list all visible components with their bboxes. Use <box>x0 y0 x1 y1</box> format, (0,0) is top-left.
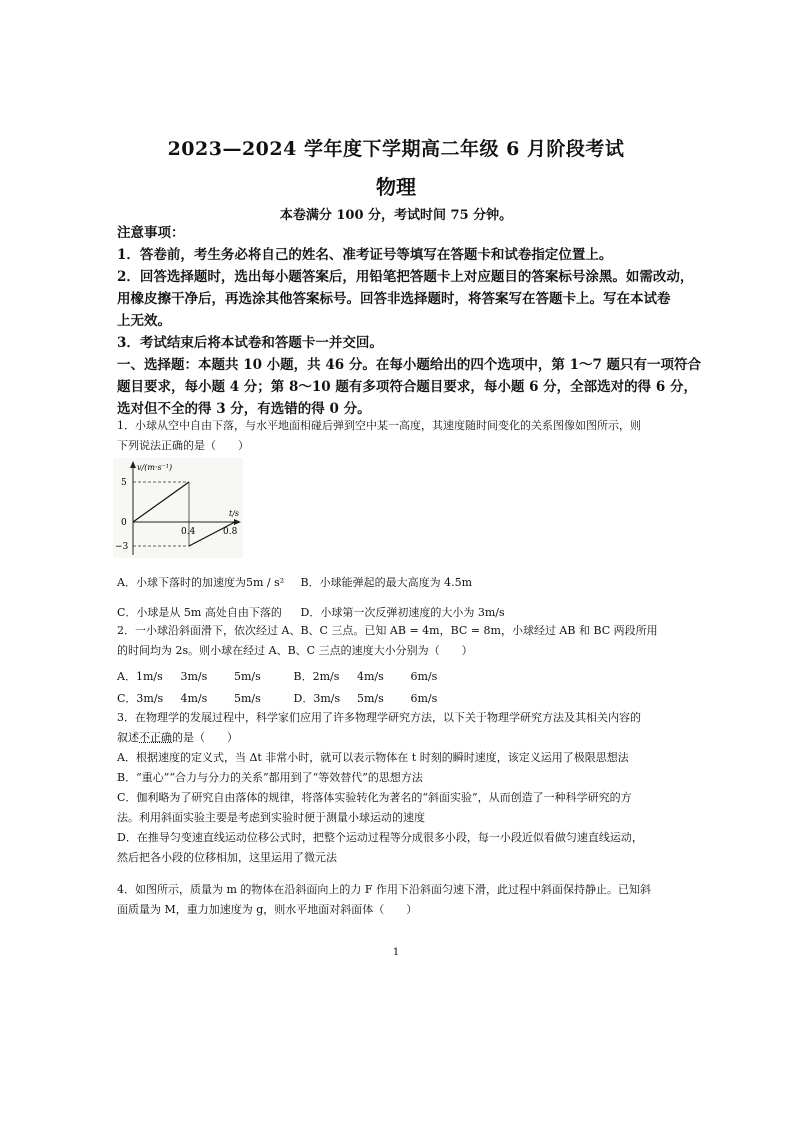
question-3-option-c-line-1: C．伽利略为了研究自由落体的规律，将落体实验转化为著名的“斜面实验”，从而创造了一种科学研究的方 <box>117 791 632 804</box>
question-4-line-1: 4．如图所示，质量为 m 的物体在沿斜面向上的力 F 作用下沿斜面匀速下滑，此过程中斜面保持静止。已知斜 <box>117 883 652 896</box>
q2-a-va: A．1m/s <box>117 670 163 683</box>
q2-a-vb: 3m/s <box>180 670 208 683</box>
tick-label-0-8: 0.8 <box>223 527 238 537</box>
question-1-option-d: D．小球第一次反弹初速度的大小为 3m/s <box>300 606 505 619</box>
question-2-line-1: 2．一小球沿斜面滑下，依次经过 A、B、C 三点。已知 AB = 4m，BC = 8m，小球经过 AB 和 BC 两段所用 <box>117 624 658 637</box>
notice-item-2-line-2: 用橡皮擦干净后，再选涂其他答案标号。回答非选择题时，将答案写在答题卡上。写在本试卷 <box>117 291 671 307</box>
question-3-option-d-line-1: D．在推导匀变速直线运动位移公式时，把整个运动过程等分成很多小段，每一小段近似看做匀速直线运动， <box>117 831 643 844</box>
notice-item-2-line-1: 2．回答选择题时，选出每小题答案后，用铅笔把答题卡上对应题目的答案标号涂黑。如需改动， <box>117 269 694 285</box>
question-3-option-a: A．根据速度的定义式，当 Δt 非常小时，就可以表示物体在 t 时刻的瞬时速度，该定义运用了极限思想法 <box>117 751 629 764</box>
q2-c-vc: 5m/s <box>234 692 261 705</box>
graph-y-label: v/(m·s⁻¹) <box>137 463 173 472</box>
question-3-line-1: 3．在物理学的发展过程中，科学家们应用了许多物理学研究方法，以下关于物理学研究方法及其相关内容的 <box>117 711 641 724</box>
question-3 <box>117 708 677 868</box>
question-1-options-row-1 <box>117 574 472 590</box>
question-2-options-row-2 <box>117 690 437 706</box>
q2-d-vc: 6m/s <box>410 692 438 705</box>
tick-label-minus3: −3 <box>115 542 129 552</box>
q3-line2-part-a: 叙述 <box>117 731 139 744</box>
notice-heading: 注意事项： <box>117 225 185 241</box>
question-2-line-2: 的时间均为 2s。则小球在经过 A、B、C 三点的速度大小分别为（ ） <box>117 644 473 657</box>
q2-b-vc: 6m/s <box>410 670 438 683</box>
question-1-line-1: 1．小球从空中自由下落，与水平地面相碰后弹到空中某一高度，其速度随时间变化的关系图像如图所示，则 <box>117 419 641 432</box>
q2-b-vb: 4m/s <box>357 670 384 683</box>
question-4-stem <box>117 880 677 920</box>
graph-x-label: t/s <box>229 509 240 518</box>
question-1-stem <box>117 416 677 456</box>
question-3-option-c-line-2: 法。利用斜面实验主要是考虑到实验时便于测量小球运动的速度 <box>117 811 425 824</box>
notice-section <box>117 222 702 420</box>
question-3-option-d-line-2: 然后把各小段的位移相加，这里运用了微元法 <box>117 851 337 864</box>
question-1-option-a: A．小球下落时的加速度为5m / s² <box>117 576 285 589</box>
section1-line-1: 一、选择题：本题共 10 小题，共 46 分。在每小题给出的四个选项中，第 1～7 题只有一项符合 <box>117 357 702 373</box>
score-info: 本卷满分 100 分，考试时间 75 分钟。 <box>279 208 513 223</box>
q2-b-va: B．2m/s <box>293 670 340 683</box>
q3-emphasis-not-correct: 不正确 <box>139 731 172 744</box>
tick-label-5: 5 <box>121 478 127 488</box>
question-2-stem <box>117 621 677 661</box>
question-3-line-2 <box>117 728 677 748</box>
question-1-option-c: C．小球是从 5m 高处自由下落的 <box>117 606 282 619</box>
question-2-options-row-1 <box>117 668 437 684</box>
q3-line2-part-c: 的是（ ） <box>172 731 238 744</box>
tick-label-0: 0 <box>121 518 127 528</box>
section1-line-2: 题目要求，每小题 4 分；第 8～10 题有多项符合题目要求，每小题 6 分，全部选对的得 6 分， <box>117 379 697 395</box>
notice-item-3: 3．考试结束后将本试卷和答题卡一并交回。 <box>117 335 383 351</box>
tick-label-0-4: 0.4 <box>181 527 196 537</box>
question-1-line-2: 下列说法正确的是（ ） <box>117 439 249 452</box>
question-4-line-2: 面质量为 M，重力加速度为 g，则水平地面对斜面体（ ） <box>117 903 418 916</box>
q2-d-vb: 5m/s <box>357 692 384 705</box>
section1-line-3: 选对但不全的得 3 分，有选错的得 0 分。 <box>117 401 371 417</box>
page-number: 1 <box>392 947 400 958</box>
q2-c-va: C．3m/s <box>117 692 164 705</box>
velocity-time-graph <box>113 458 243 558</box>
q2-c-vb: 4m/s <box>180 692 208 705</box>
question-1-option-b: B．小球能弹起的最大高度为 4.5m <box>300 576 473 589</box>
question-3-option-b: B．“重心”“合力与分力的关系”都用到了“等效替代”的思想方法 <box>117 771 423 784</box>
subject-title: 物理 <box>376 175 416 199</box>
q2-a-vc: 5m/s <box>234 670 261 683</box>
q2-d-va: D．3m/s <box>293 692 341 705</box>
question-1-options-row-2 <box>117 604 505 620</box>
exam-title: 2023—2024 学年度下学期高二年级 6 月阶段考试 <box>167 138 625 160</box>
notice-item-2-line-3: 上无效。 <box>117 313 171 329</box>
notice-item-1: 1．答卷前，考生务必将自己的姓名、准考证号等填写在答题卡和试卷指定位置上。 <box>117 247 613 263</box>
